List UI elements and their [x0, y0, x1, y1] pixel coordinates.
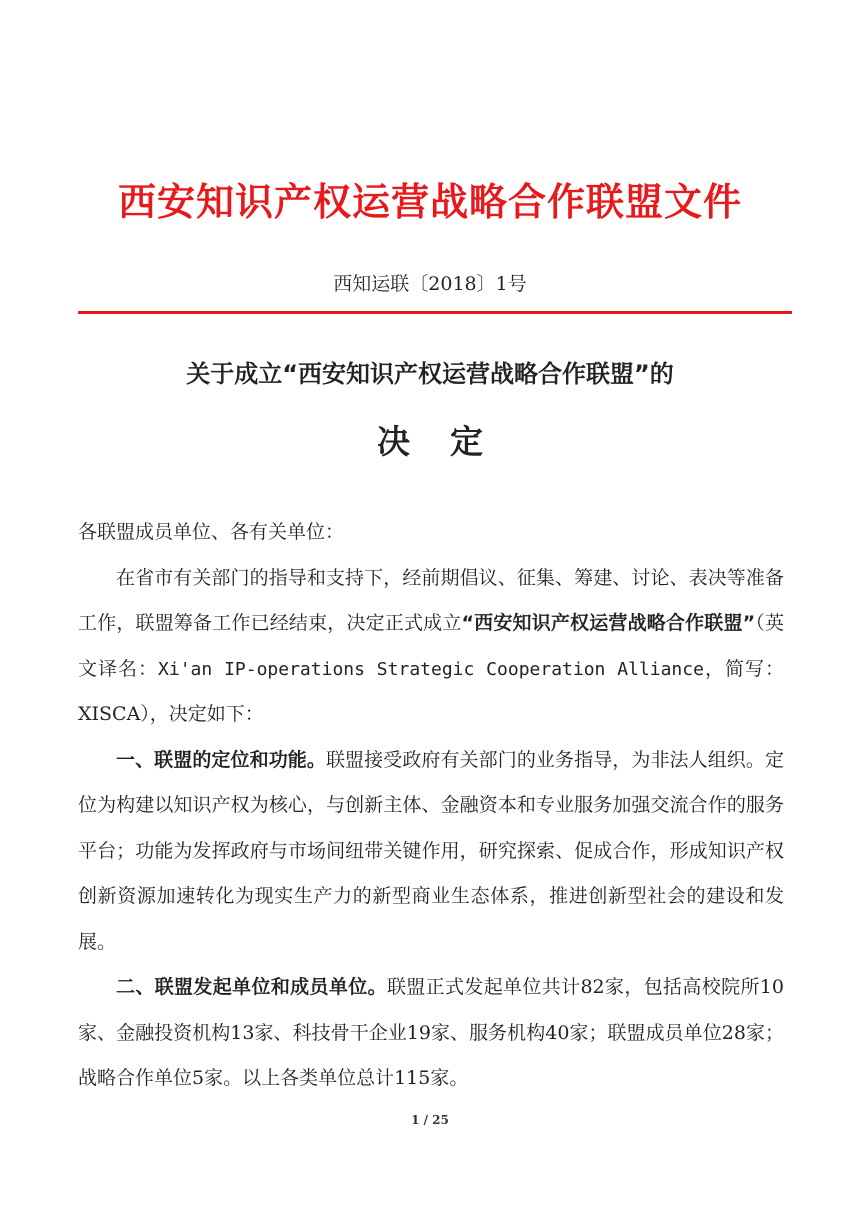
page-number: 1 / 25 — [411, 1113, 449, 1127]
document-heading-line1: 关于成立“西安知识产权运营战略合作联盟”的 — [186, 360, 674, 388]
document-header-title: 西安知识产权运营战略合作联盟文件 — [117, 180, 742, 224]
document-body — [78, 510, 784, 1102]
paragraph-intro — [78, 556, 784, 738]
section-heading-members: 二、联盟发起单位和成员单位。 — [116, 976, 387, 998]
paragraph-members-text: 联盟正式发起单位共计82家，包括高校院所10家、金融投资机构13家、科技骨干企业19家、服务机构40家；联盟成员单位28家；战略合作单位5家。以上各类单位总计115家。 — [78, 976, 784, 1089]
paragraph-members — [78, 965, 784, 1102]
paragraph-intro-text: 在省市有关部门的指导和支持下，经前期倡议、征集、筹建、讨论、表决等准备工作，联盟筹备工作已经结束，决定正式成立 — [78, 566, 784, 634]
alliance-english-name: Xi'an IP-operations Strategic Cooperation Alliance — [158, 658, 704, 680]
salutation: 各联盟成员单位、各有关单位： — [78, 521, 345, 543]
document-number: 西知运联〔2018〕1号 — [333, 273, 527, 295]
alliance-name: “西安知识产权运营战略合作联盟” — [461, 612, 756, 634]
paragraph-intro-english-prefix: （英文译名： — [78, 612, 784, 680]
paragraph-positioning — [78, 738, 784, 966]
paragraph-intro-tail: ，简写：XISCA），决定如下： — [78, 657, 784, 725]
section-heading-positioning: 一、联盟的定位和功能。 — [116, 748, 326, 771]
header-red-rule — [78, 311, 792, 314]
document-heading-line2: 决定 — [377, 422, 523, 461]
paragraph-positioning-text: 联盟接受政府有关部门的业务指导，为非法人组织。定位为构建以知识产权为核心，与创新主体、金融资本和专业服务加强交流合作的服务平台；功能为发挥政府与市场间纽带关键作用，研究探索、促成合作，形成知识产权创新资源加速转化为现实生产力的新型商业生态体系，推进创新型社会的建设和发展。 — [78, 748, 784, 953]
